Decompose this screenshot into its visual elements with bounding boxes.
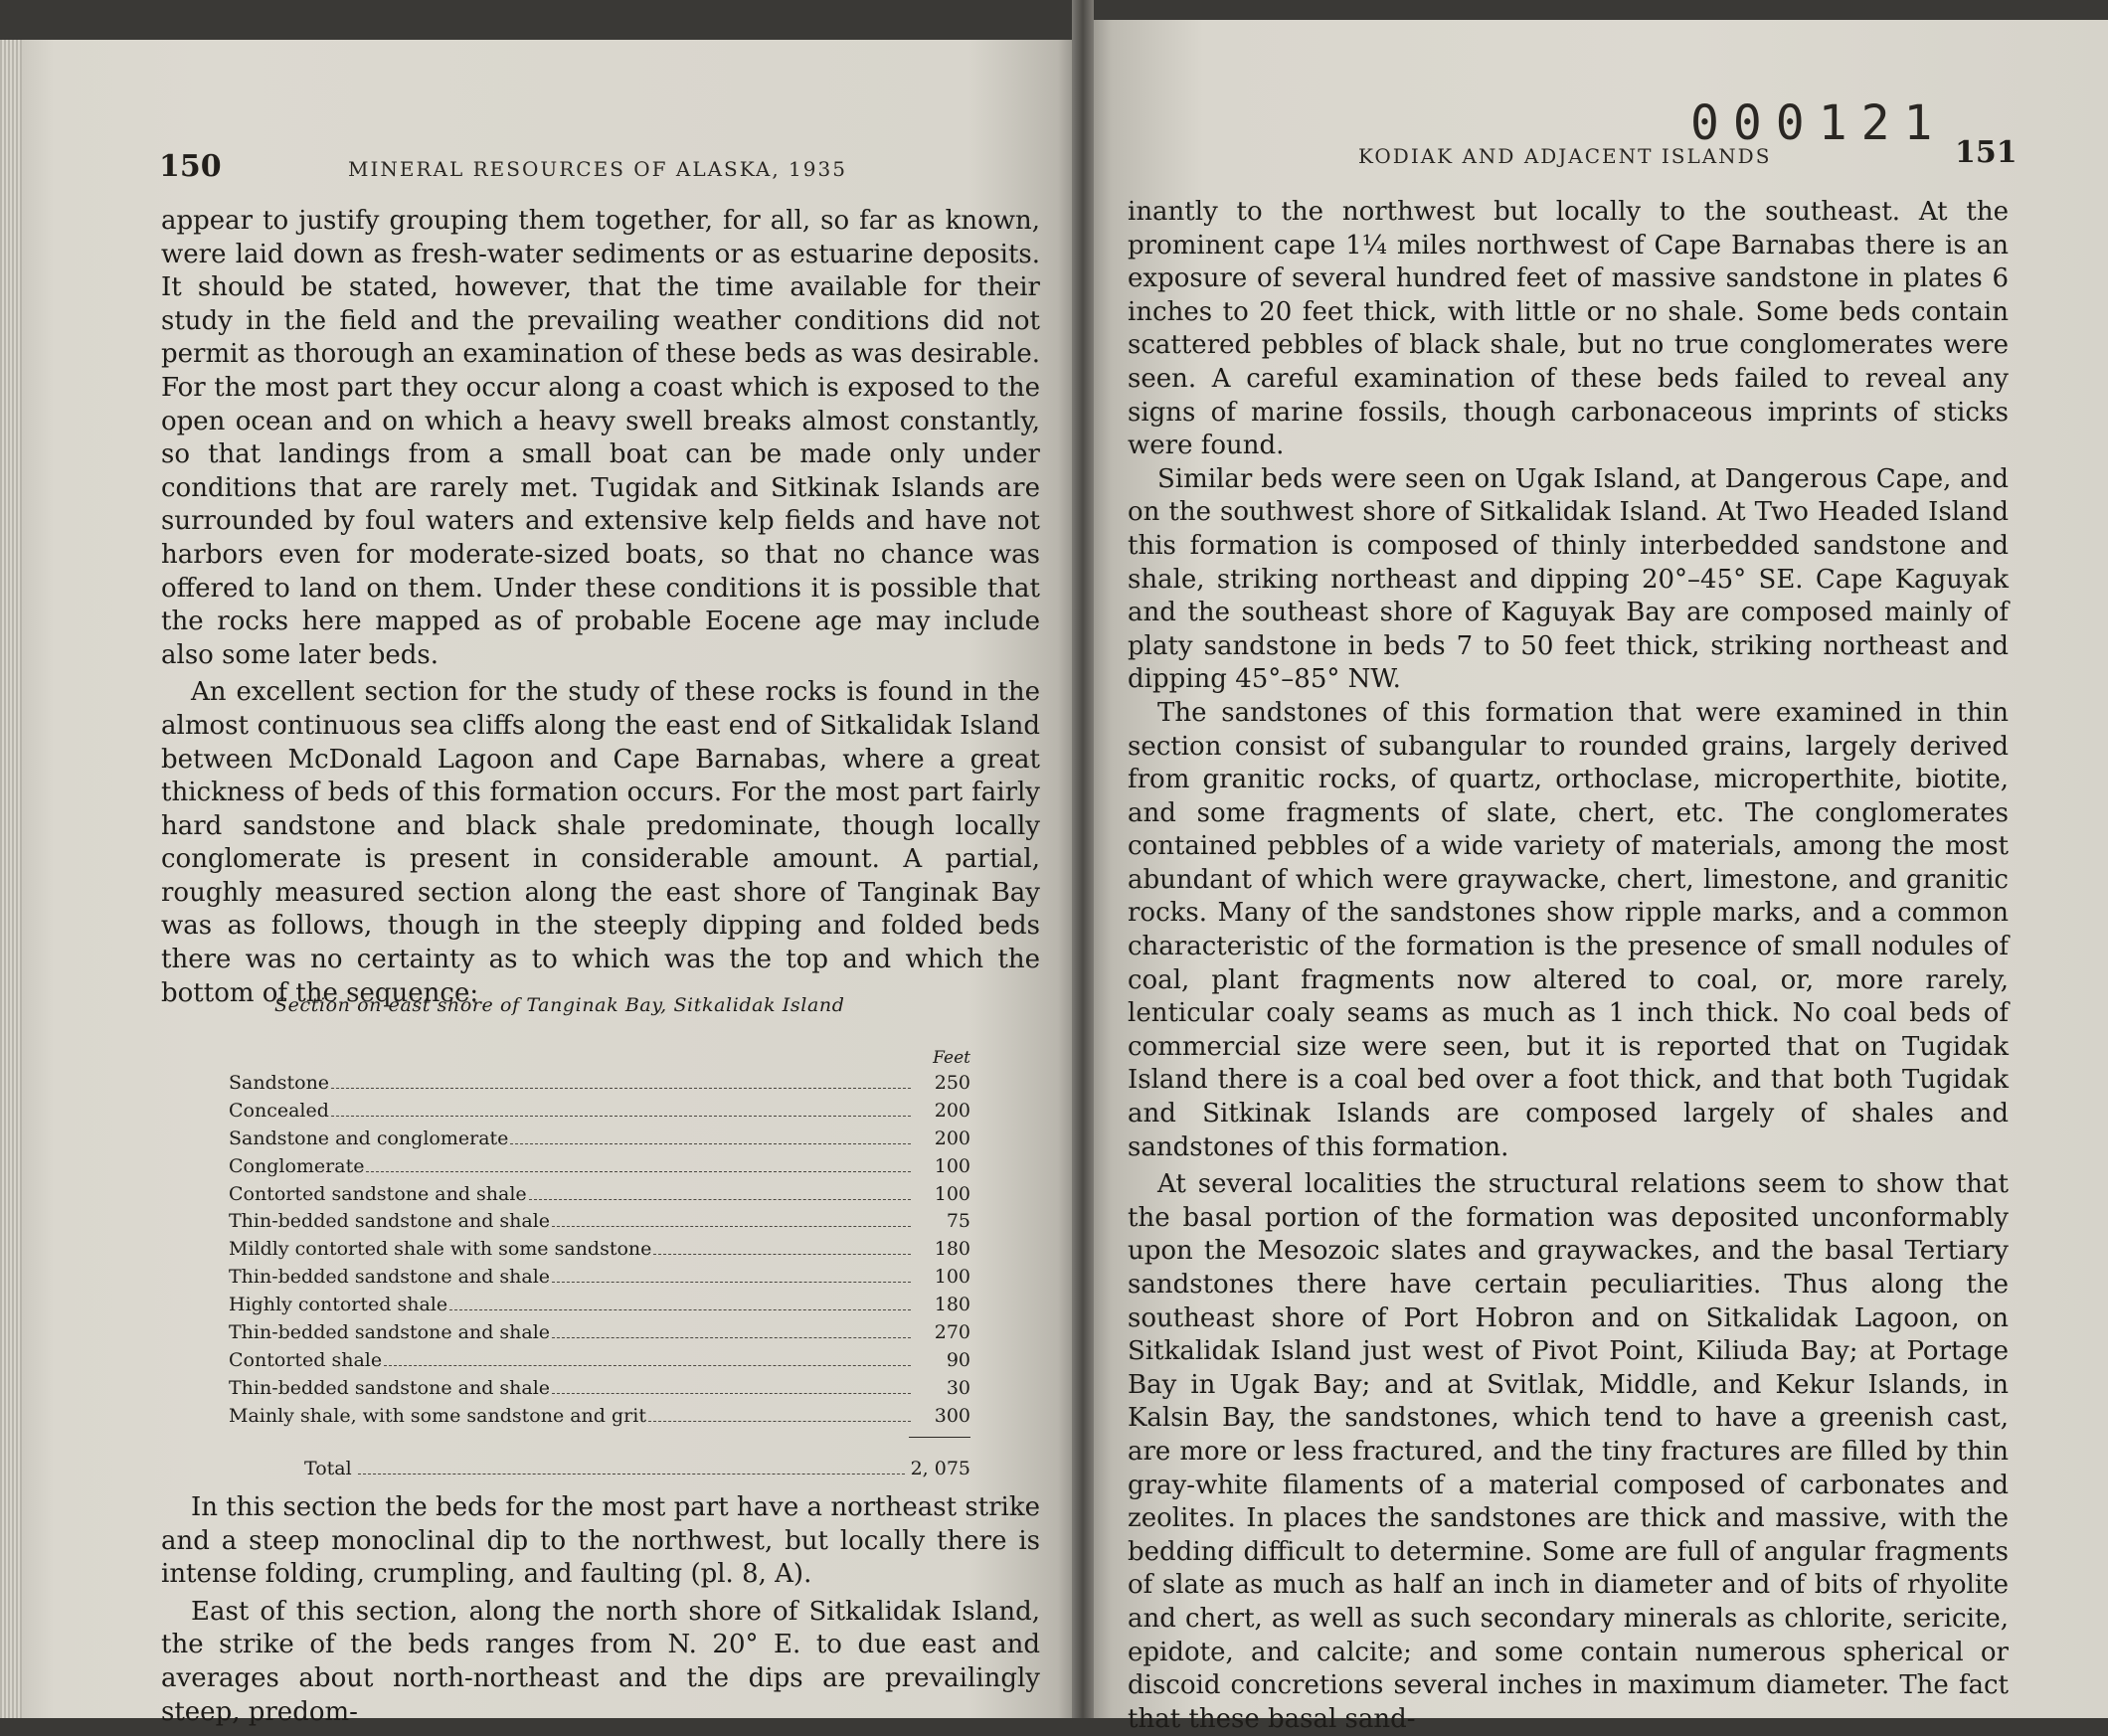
table-row-label: Mildly contorted shale with some sandstone xyxy=(229,1238,652,1261)
paragraph: Similar beds were seen on Ugak Island, at Dangerous Cape, and on the southwest shore of Sitkalidak Island. At Two Headed Island this formation is composed of thinly interbedded sandstone and shale, striking northeast and dipping 20°–45° SE. Cape Kaguyak and the southeast shore of Kaguyak Bay are composed mainly of platy sandstone in beds 7 to 50 feet thick, striking northeast and dipping 45°–85° NW. xyxy=(1128,463,2009,695)
table-caption: Section on east shore of Tanginak Bay, Sitkalidak Island xyxy=(274,994,845,1016)
left-page-number: 150 xyxy=(159,149,222,184)
left-text-upper xyxy=(161,205,1040,1010)
table-row-value: 200 xyxy=(934,1127,970,1149)
right-running-head: KODIAK AND ADJACENT ISLANDS xyxy=(1358,144,1772,168)
paragraph: inantly to the northwest but locally to the southeast. At the prominent cape 1¼ miles northwest of Cape Barnabas there is an exposure of several hundred feet of massive sandstone in plates 6 inches to 20 feet thick, with little or no shale. Some beds contain scattered pebbles of black shale, but no true conglomerates were seen. A careful examination of these beds failed to reveal any signs of marine fossils, though carbonaceous imprints of sticks were found. xyxy=(1128,197,2009,461)
paragraph: At several localities the structural relations seem to show that the basal portion of the formation was deposited unconformably upon the Mesozoic slates and graywackes, and the basal Tertiary sandstones there have certain peculiarities. Thus along the southeast shore of Port Hobron and on Sitkalidak Lagoon, on Sitkalidak Island just west of Pivot Point, Kiliuda Bay; at Portage Bay in Ugak Bay; and at Svitlak, Middle, and Kekur Islands, in Kalsin Bay, the sandstones, which tend to have a greenish cast, are more or less fractured, and the tiny fractures are filled by thin gray-white filaments of a material composed of carbonates and zeolites. In places the sandstones are thick and massive, with the bedding difficult to determine. Some are full of angular fragments of slate as much as half an inch in diameter and of bits of rhyolite and chert, as well as such secondary minerals as chlorite, sericite, epidote, and calcite; and some contain numerous spherical or discoid concretions several inches in maximum diameter. The fact that these basal sand- xyxy=(1128,1169,2009,1734)
table-row-label: Thin-bedded sandstone and shale xyxy=(229,1321,551,1344)
table-row-label: Sandstone xyxy=(229,1072,330,1094)
table-total-row xyxy=(304,1458,970,1479)
table-rows xyxy=(229,1072,970,1433)
table-row-label: Sandstone and conglomerate xyxy=(229,1127,509,1149)
table-row-label: Thin-bedded sandstone and shale xyxy=(229,1266,551,1289)
table-row-value: 250 xyxy=(934,1072,970,1094)
table-row-value: 180 xyxy=(934,1294,970,1316)
table-row-value: 180 xyxy=(934,1238,970,1261)
table-row xyxy=(229,1183,970,1211)
right-text xyxy=(1128,196,2009,1736)
table-row-value: 200 xyxy=(934,1099,970,1122)
table-row xyxy=(229,1321,970,1349)
left-text-lower xyxy=(161,1491,1040,1729)
left-running-head: MINERAL RESOURCES OF ALASKA, 1935 xyxy=(348,157,847,181)
table-row xyxy=(229,1405,970,1433)
table-unit-header: Feet xyxy=(933,1048,970,1068)
table-row xyxy=(229,1100,970,1128)
table-row-label: Contorted sandstone and shale xyxy=(229,1182,527,1205)
table-row xyxy=(229,1294,970,1321)
table-row-value: 90 xyxy=(946,1348,970,1371)
table-row xyxy=(229,1377,970,1405)
table-row-label: Thin-bedded sandstone and shale xyxy=(229,1376,551,1399)
right-page-number: 151 xyxy=(1955,135,2018,170)
archive-stamp: 000121 xyxy=(1690,95,1947,151)
table-row xyxy=(229,1210,970,1238)
paragraph: East of this section, along the north shore of Sitkalidak Island, the strike of the beds ranges from N. 20° E. to due east and averages about north-northeast and the dips are prevailingly steep, predom- xyxy=(161,1596,1040,1727)
table-row xyxy=(229,1349,970,1377)
table-row-value: 100 xyxy=(934,1266,970,1289)
book-gutter xyxy=(1072,0,1094,1718)
total-label: Total xyxy=(304,1458,352,1479)
table-row-label: Conglomerate xyxy=(229,1154,365,1177)
table-row-label: Mainly shale, with some sandstone and grit xyxy=(229,1404,646,1427)
table-row-label: Concealed xyxy=(229,1099,329,1122)
table-row-value: 100 xyxy=(934,1182,970,1205)
table-row-value: 270 xyxy=(934,1321,970,1344)
table-row-value: 100 xyxy=(934,1154,970,1177)
table-row-label: Contorted shale xyxy=(229,1348,383,1371)
paragraph: The sandstones of this formation that were examined in thin section consist of subangular to rounded grains, largely derived from granitic rocks, of quartz, orthoclase, microperthite, biotite, and some fragments of slate, chert, etc. The conglomerates contained pebbles of a wide variety of materials, among the most abundant of which were graywacke, chert, limestone, and granitic rocks. Many of the sandstones show ripple marks, and a common characteristic of the formation is the presence of small nodules of coal, plant fragments now altered to coal, or, more rarely, lenticular coaly seams as much as 1 inch thick. No coal beds of commercial size were seen, but it is reported that on Tugidak Island there is a coal bed over a foot thick, and that both Tugidak and Sitkinak Islands are composed largely of shales and sandstones of this formation. xyxy=(1128,697,2009,1162)
table-row xyxy=(229,1128,970,1155)
table-row-label: Highly contorted shale xyxy=(229,1294,448,1316)
paragraph: appear to justify grouping them together, for all, so far as known, were laid down as fresh-water sediments or as estuarine deposits. It should be stated, however, that the time available for their study in the field and the prevailing weather conditions did not permit as thorough an examination of these beds as was desirable. For the most part they occur along a coast which is exposed to the open ocean and on which a heavy swell breaks almost constantly, so that landings from a small boat can be made only under conditions that are rarely met. Tugidak and Sitkinak Islands are surrounded by foul waters and extensive kelp fields and have not harbors even for moderate-sized boats, so that no chance was offered to land on them. Under these conditions it is possible that the rocks here mapped as of probable Eocene age may include also some later beds. xyxy=(161,206,1040,670)
table-row-value: 30 xyxy=(946,1376,970,1399)
paragraph: An excellent section for the study of these rocks is found in the almost continuous sea cliffs along the east end of Sitkalidak Island between McDonald Lagoon and Cape Barnabas, where a great thickness of beds of this formation occurs. For the most part fairly hard sandstone and black shale predominate, though locally conglomerate is present in considerable amount. A partial, roughly measured section along the east shore of Tanginak Bay was as follows, though in the steeply dipping and folded beds there was no certainty as to which was the top and which the bottom of the sequence: xyxy=(161,677,1040,1008)
table-row-value: 300 xyxy=(934,1404,970,1427)
table-row xyxy=(229,1238,970,1266)
table-row xyxy=(229,1266,970,1294)
table-row-value: 75 xyxy=(946,1210,970,1233)
total-rule xyxy=(909,1437,970,1438)
paragraph: In this section the beds for the most part have a northeast strike and a steep monoclinal dip to the northwest, but locally there is intense folding, crumpling, and faulting (pl. 8, A). xyxy=(161,1492,1040,1590)
page-edge xyxy=(0,40,22,1718)
total-value: 2, 075 xyxy=(910,1458,970,1479)
table-row xyxy=(229,1155,970,1183)
table-row xyxy=(229,1072,970,1100)
table-row-label: Thin-bedded sandstone and shale xyxy=(229,1210,551,1233)
